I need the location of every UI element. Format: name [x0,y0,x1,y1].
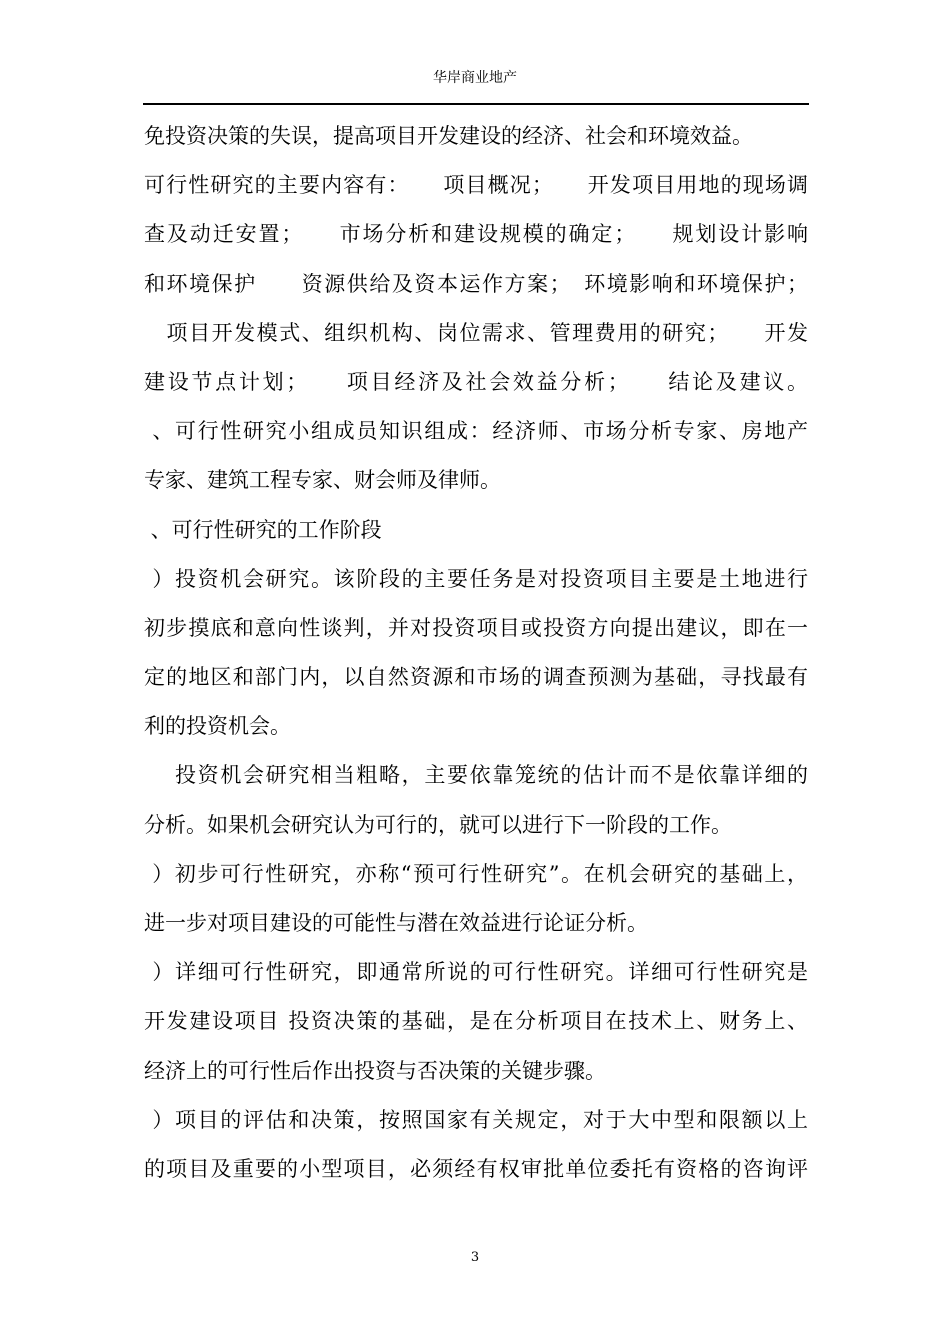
body-line: ）投资机会研究。该阶段的主要任务是对投资项目主要是土地进行 [144,566,808,591]
body-line: 进一步对项目建设的可能性与潜在效益进行论证分析。 [144,911,648,935]
body-line: 专家、建筑工程专家、财会师及律师。 [144,468,501,493]
body-line: 可行性研究的主要内容有： 项目概况； 开发项目用地的现场调 [144,173,808,198]
body-line: 定的地区和部门内，以自然资源和市场的调查预测为基础，寻找最有 [144,665,808,690]
body-line: 分析。如果机会研究认为可行的，就可以进行下一阶段的工作。 [144,812,732,837]
body-line: ）详细可行性研究，即通常所说的可行性研究。详细可行性研究是 [144,960,808,985]
body-line: 建设节点计划； 项目经济及社会效益分析； 结论及建议。 [144,369,808,394]
body-line: 项目开发模式、组织机构、岗位需求、管理费用的研究； 开发 [144,320,808,345]
document-body [144,112,808,1194]
body-line: 投资机会研究相当粗略，主要依靠笼统的估计而不是依靠详细的 [144,763,808,788]
header-rule [143,103,809,105]
body-line: ）项目的评估和决策，按照国家有关规定，对于大中型和限额以上 [144,1107,808,1132]
body-line: 查及动迁安置； 市场分析和建设规模的确定； 规划设计影响 [144,222,808,247]
body-line: 经济上的可行性后作出投资与否决策的关键步骤。 [144,1058,606,1083]
page-header: 华岸商业地产 [433,70,517,86]
body-line: ）初步可行性研究，亦称“预可行性研究”。在机会研究的基础上， [144,861,808,886]
body-line: 初步摸底和意向性谈判，并对投资项目或投资方向提出建议，即在一 [144,615,808,640]
body-line: 利的投资机会。 [144,714,291,739]
body-line: 、可行性研究的工作阶段 [144,517,382,542]
body-line: 开发建设项目 投资决策的基础，是在分析项目在技术上、财务上、 [144,1009,808,1034]
body-line: 、可行性研究小组成员知识组成：经济师、市场分析专家、房地产 [144,419,808,444]
body-line: 免投资决策的失误，提高项目开发建设的经济、社会和环境效益。 [144,124,753,148]
body-line: 的项目及重要的小型项目，必须经有权审批单位委托有资格的咨询评 [144,1156,808,1181]
page-number: 3 [470,1250,480,1265]
body-line: 和环境保护 资源供给及资本运作方案； 环境影响和环境保护； [144,271,808,296]
